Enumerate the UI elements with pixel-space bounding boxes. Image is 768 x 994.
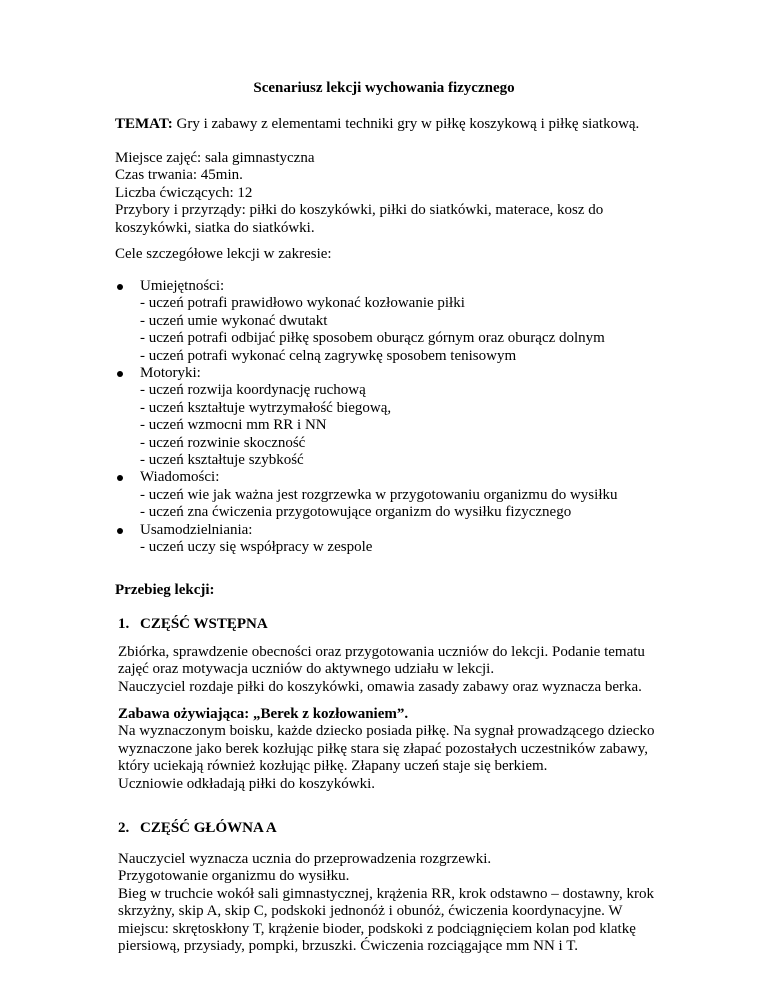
goal-item: - uczeń rozwinie skoczność: [140, 434, 306, 451]
goal-heading: Motoryki:: [140, 365, 201, 382]
goal-item: - uczeń potrafi prawidłowo wykonać kozłowanie piłki: [140, 295, 465, 312]
lesson-info: [115, 150, 675, 237]
goal-heading: Umiejętności:: [140, 278, 225, 294]
goal-item: - uczeń wie jak ważna jest rozgrzewka w przygotowaniu organizmu do wysiłku: [140, 486, 618, 503]
paragraph-line: Uczniowie odkładają piłki do koszykówki.: [118, 775, 376, 792]
goal-item: - uczeń zna ćwiczenia przygotowujące organizm do wysiłku fizycznego: [140, 504, 572, 521]
goal-item: - uczeń umie wykonać dwutakt: [140, 312, 328, 329]
goals-intro: Cele szczegółowe lekcji w zakresie:: [115, 246, 332, 262]
paragraph-line: Bieg w truchcie wokół sali gimnastycznej, krążenia RR, krok odstawno – dostawny, krok: [118, 885, 654, 902]
bullet-icon: [117, 284, 123, 290]
goal-motor: [115, 365, 675, 469]
info-equipment: Przybory i przyrządy: piłki do koszykówki, piłki do siatkówki, materace, kosz do: [115, 202, 604, 219]
goal-item: - uczeń kształtuje wytrzymałość biegową,: [140, 399, 392, 416]
bullet-icon: [117, 371, 123, 377]
paragraph-line: zajęć oraz motywacja uczniów do aktywnego udziału w lekcji.: [118, 661, 495, 678]
paragraph-line: Zbiórka, sprawdzenie obecności oraz przygotowania uczniów do lekcji. Podanie tematu: [118, 644, 645, 660]
paragraph-line: piersiową, przysiady, pompki, brzuszki. Ćwiczenia rozciągające mm NN i T.: [118, 938, 578, 955]
goal-item: - uczeń potrafi odbijać piłkę sposobem oburącz górnym oraz oburącz dolnym: [140, 330, 605, 347]
paragraph-line: Na wyznaczonym boisku, każde dziecko posiada piłkę. Na sygnał prowadzącego dziecko: [118, 723, 655, 740]
goal-knowledge: [115, 469, 675, 521]
info-duration: Czas trwania: 45min.: [115, 167, 243, 184]
goal-item: - uczeń kształtuje szybkość: [140, 452, 304, 469]
section1-heading: [118, 616, 678, 633]
goal-skills: [115, 278, 675, 365]
info-place: Miejsce zajęć: sala gimnastyczna: [115, 150, 315, 166]
bullet-icon: [117, 528, 123, 534]
goals-list: [115, 278, 675, 557]
section2-title: CZĘŚĆ GŁÓWNA A: [140, 820, 277, 836]
section2-body: [118, 851, 678, 955]
goal-independence: [115, 522, 675, 557]
goal-item: - uczeń wzmocni mm RR i NN: [140, 417, 327, 434]
section2-number: 2.: [118, 820, 130, 836]
section2-heading: [118, 820, 678, 837]
topic-text: Gry i zabawy z elementami techniki gry w piłkę koszykową i piłkę siatkową.: [172, 116, 640, 132]
paragraph-line: który uciekają również kozłując piłkę. Złapany uczeń staje się berkiem.: [118, 758, 548, 775]
section1-body: [118, 644, 678, 696]
game-block: [118, 706, 678, 793]
paragraph-line: miejscu: skrętoskłony T, krążenie bioder, podskoki z podciągnięciem kolan pod klatkę: [118, 920, 636, 937]
section1-title: CZĘŚĆ WSTĘPNA: [140, 616, 268, 632]
info-equipment-cont: koszykówki, siatka do siatkówki.: [115, 219, 315, 236]
goal-item: - uczeń potrafi wykonać celną zagrywkę sposobem tenisowym: [140, 347, 517, 364]
goal-item: - uczeń rozwija koordynację ruchową: [140, 382, 366, 399]
paragraph-line: Przygotowanie organizmu do wysiłku.: [118, 868, 350, 885]
paragraph-line: skrzyżny, skip A, skip C, podskoki jednonóż i obunóż, ćwiczenia koordynacyjne. W: [118, 903, 623, 920]
topic-line: [115, 116, 675, 133]
goal-item: - uczeń uczy się współpracy w zespole: [140, 539, 373, 556]
course-heading: Przebieg lekcji:: [115, 582, 215, 598]
game-heading: Zabawa ożywiająca: „Berek z kozłowaniem”.: [118, 706, 409, 722]
goal-heading: Usamodzielniania:: [140, 521, 253, 538]
bullet-icon: [117, 475, 123, 481]
document-title: Scenariusz lekcji wychowania fizycznego: [253, 80, 515, 96]
section1-number: 1.: [118, 616, 130, 632]
info-count: Liczba ćwiczących: 12: [115, 184, 253, 201]
topic-label: TEMAT:: [115, 116, 173, 132]
goal-heading: Wiadomości:: [140, 469, 220, 486]
paragraph-line: Nauczyciel rozdaje piłki do koszykówki, omawia zasady zabawy oraz wyznacza berka.: [118, 678, 642, 695]
paragraph-line: Nauczyciel wyznacza ucznia do przeprowadzenia rozgrzewki.: [118, 851, 492, 867]
paragraph-line: wyznaczone jako berek kozłując piłkę stara się złapać pozostałych uczestników zabawy,: [118, 740, 649, 757]
